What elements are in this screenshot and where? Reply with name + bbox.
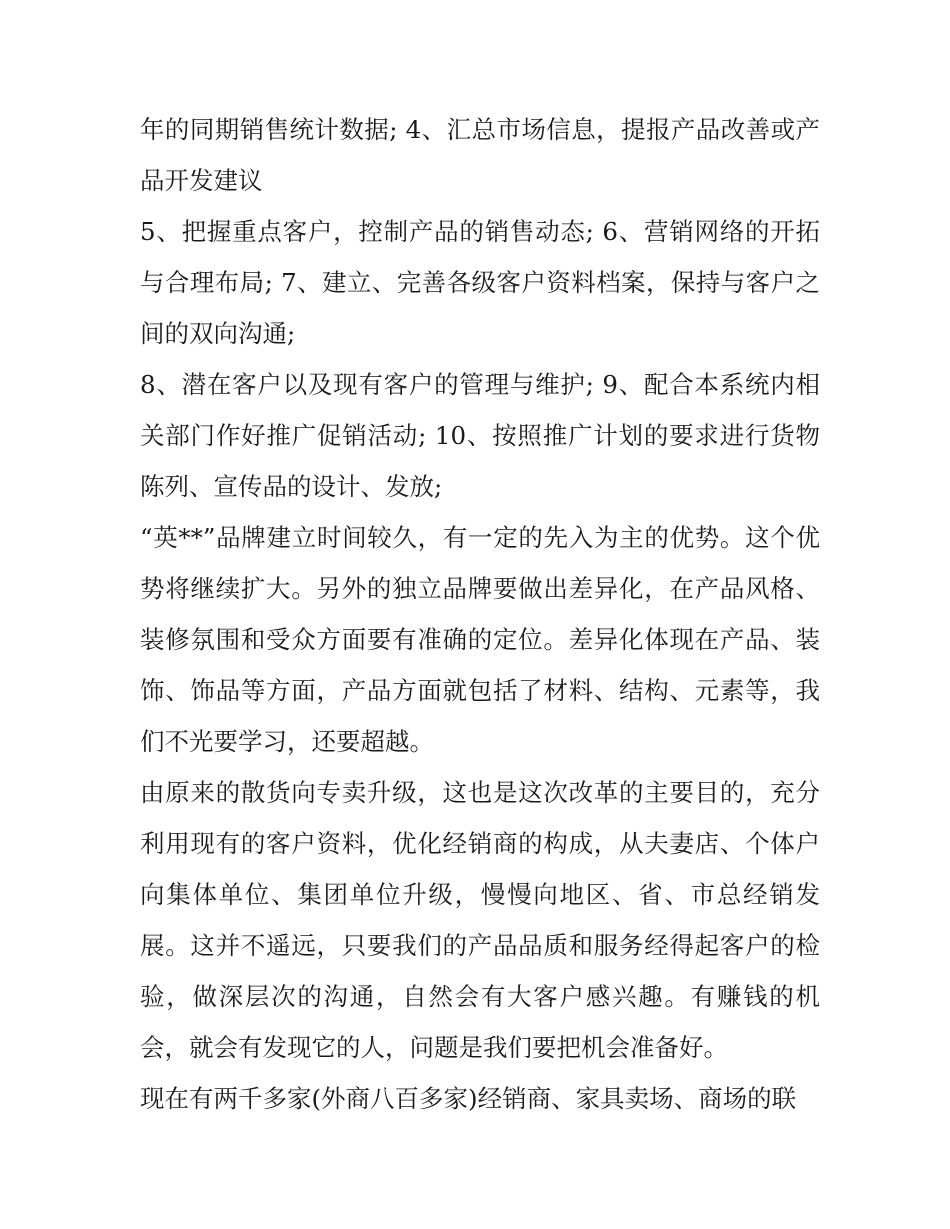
- paragraph-6: 现在有两千多家(外商八百多家)经销商、家具卖场、商场的联: [140, 1084, 797, 1113]
- paragraph-5: 由原来的散货向专卖升级，这也是这次改革的主要目的，充分利用现有的客户资料，优化经销商的构成，从夫妻店、个体户向集体单位、集团单位升级，慢慢向地区、省、市总经销发展。这并不遥远，只要我们的产品品质和服务经得起客户的检验，做深层次的沟通，自然会有大客户感兴趣。有赚钱的机会，就会有发现它的人，问题是我们要把机会准备好。: [140, 778, 820, 1062]
- paragraph-4: “英**”品牌建立时间较久，有一定的先入为主的优势。这个优势将继续扩大。另外的独立品牌要做出差异化，在产品风格、装修氛围和受众方面要有准确的定位。差异化体现在产品、装饰、饰品等方面，产品方面就包括了材料、结构、元素等，我们不光要学习，还要超越。: [140, 523, 820, 756]
- paragraph-3: 8、潜在客户以及现有客户的管理与维护; 9、配合本系统内相关部门作好推广促销活动; 10、按照推广计划的要求进行货物陈列、宣传品的设计、发放;: [140, 370, 820, 501]
- paragraph-2: 5、把握重点客户，控制产品的销售动态; 6、营销网络的开拓与合理布局; 7、建立、完善各级客户资料档案，保持与客户之间的双向沟通;: [140, 217, 820, 348]
- document-page: [140, 104, 820, 1124]
- paragraph-1: 年的同期销售统计数据; 4、汇总市场信息，提报产品改善或产品开发建议: [140, 115, 820, 195]
